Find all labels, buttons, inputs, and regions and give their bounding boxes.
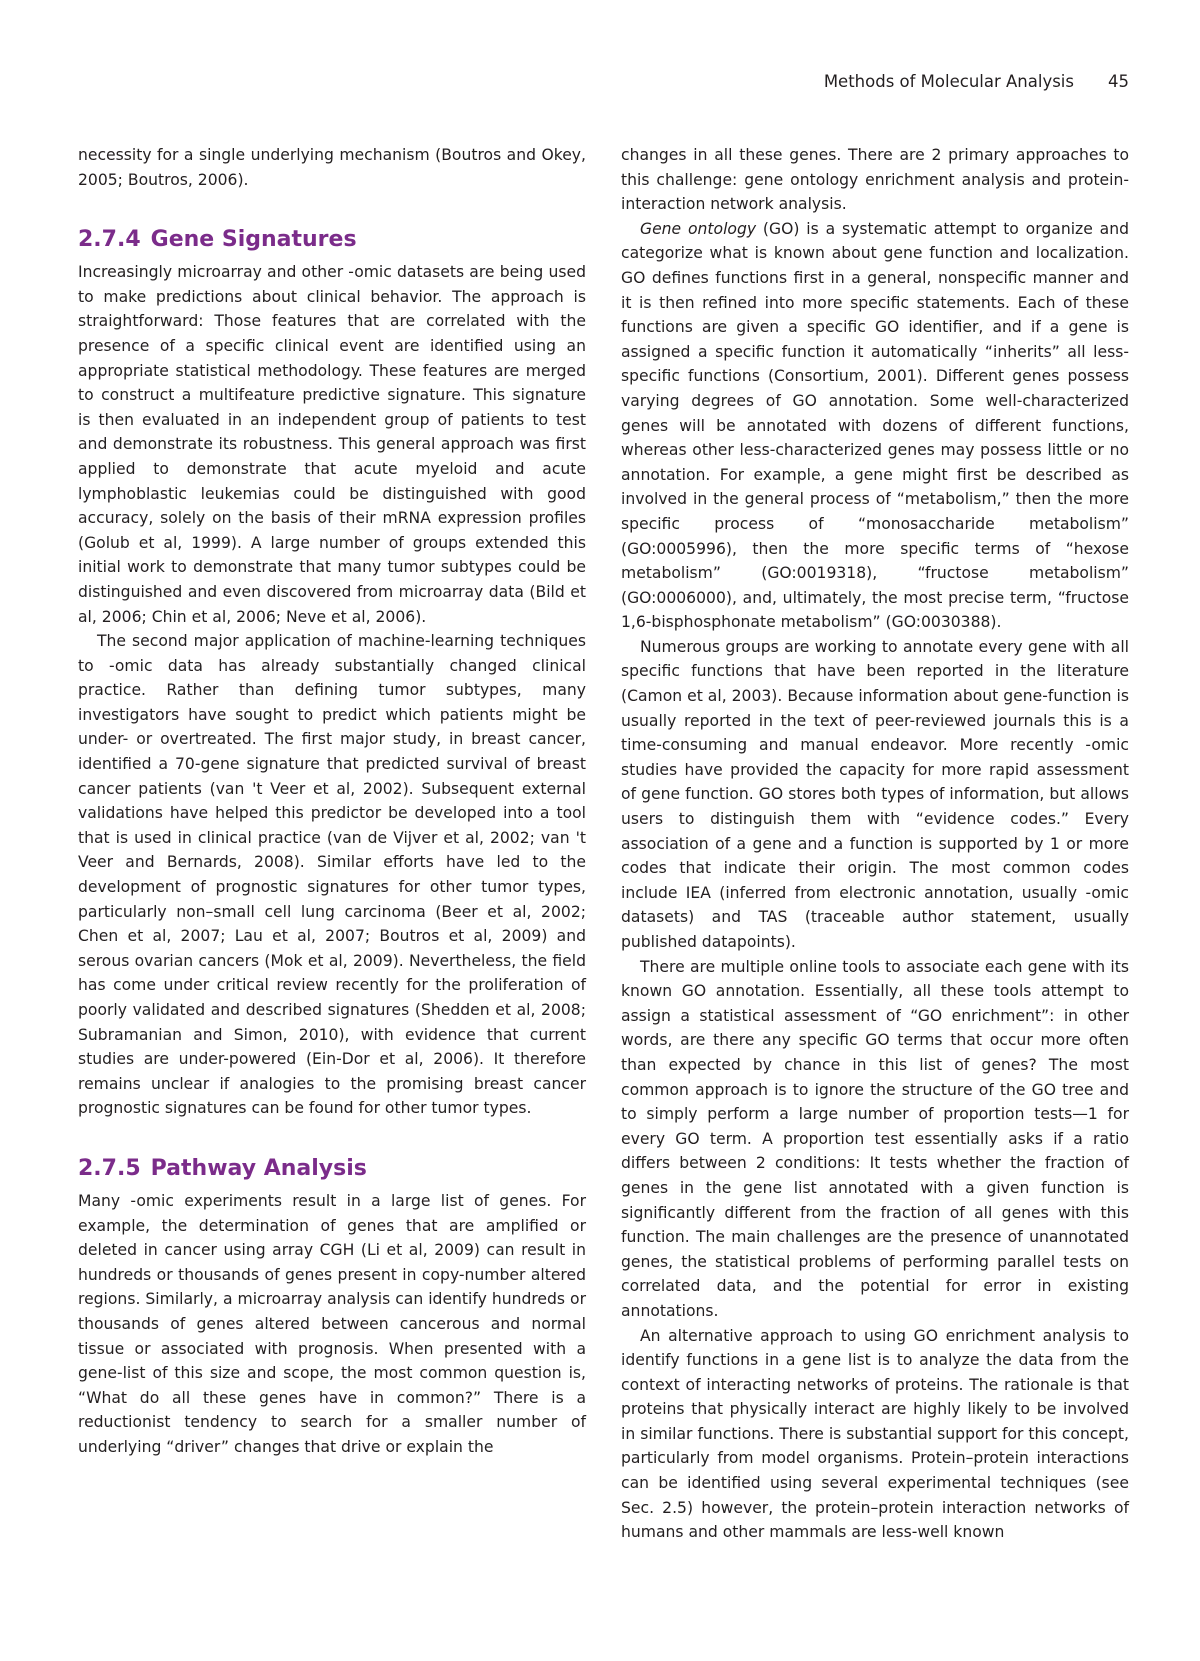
section-number: 2.7.4	[78, 227, 141, 253]
left-column	[78, 143, 586, 1460]
paragraph: Numerous groups are working to annotate every gene with all specific functions that have been reported in the literature (Camon et al, 2003). Because information about gene-function is usually reported in the text of peer-reviewed journals this is a time-consuming and manual endeavor. More recently -omic studies have provided the capacity for more rapid assessment of gene function. GO stores both types of information, but allows users to distinguish them with “evidence codes.” Every association of a gene and a function is supported by 1 or more codes that indicate their origin. The most common codes include IEA (inferred from electronic annotation, usually -omic datasets) and TAS (traceable author statement, usually published datapoints).	[621, 637, 1129, 951]
paragraph: An alternative approach to using GO enrichment analysis to identify functions in a gene list is to analyze the data from the context of interacting networks of proteins. The rationale is that proteins that physically interact are highly likely to be involved in similar functions. There is substantial support for this concept, particularly from model organisms. Protein–protein interactions can be identified using several experimental techniques (see Sec. 2.5) however, the protein–protein interaction networks of humans and other mammals are less-well known	[621, 1326, 1129, 1542]
section-heading-gene-signatures	[78, 226, 586, 254]
paragraph-continued: necessity for a single underlying mechanism (Boutros and Okey, 2005; Boutros, 2006).	[78, 146, 586, 189]
paragraph-gene-ontology	[621, 217, 1129, 635]
paragraph-continued: changes in all these genes. There are 2 primary approaches to this challenge: gene ontology enrichment analysis and protein-interaction network analysis.	[621, 146, 1129, 214]
running-title: Methods of Molecular Analysis	[823, 72, 1074, 91]
section-title: Pathway Analysis	[150, 1155, 367, 1181]
running-head	[0, 72, 1129, 91]
italic-term: Gene ontology	[640, 219, 757, 238]
section-title: Gene Signatures	[150, 227, 357, 253]
paragraph: Increasingly microarray and other -omic datasets are being used to make predictions about clinical behavior. The approach is straightforward: Those features that are correlated with the presence of a specific clinical event are identified using an appropriate statistical methodology. These features are merged to construct a multifeature predictive signature. This signature is then evaluated in an independent group of patients to test and demonstrate its robustness. This general approach was first applied to demonstrate that acute myeloid and acute lymphoblastic leukemias could be distinguished with good accuracy, solely on the basis of their mRNA expression profiles (Golub et al, 1999). A large number of groups extended this initial work to demonstrate that many tumor subtypes could be distinguished and even discovered from microarray data (Bild et al, 2006; Chin et al, 2006; Neve et al, 2006).	[78, 263, 586, 626]
section-heading-pathway-analysis	[78, 1155, 586, 1183]
section-number: 2.7.5	[78, 1155, 141, 1181]
page-number: 45	[1108, 72, 1129, 91]
paragraph: The second major application of machine-learning techniques to -omic data has already substantially changed clinical practice. Rather than defining tumor subtypes, many investigators have sought to predict which patients might be under- or overtreated. The first major study, in breast cancer, identified a 70-gene signature that predicted survival of breast cancer patients (van 't Veer et al, 2002). Subsequent external validations have helped this predictor be developed into a tool that is used in clinical practice (van de Vijver et al, 2002; van 't Veer and Bernards, 2008). Similar efforts have led to the development of prognostic signatures for other tumor types, particularly non–small cell lung carcinoma (Beer et al, 2002; Chen et al, 2007; Lau et al, 2007; Boutros et al, 2009) and serous ovarian cancers (Mok et al, 2009). Nevertheless, the field has come under critical review recently for the proliferation of poorly validated and described signatures (Shedden et al, 2008; Subramanian and Simon, 2010), with evidence that current studies are under-powered (Ein-Dor et al, 2006). It therefore remains unclear if analogies to the promising breast cancer prognostic signatures can be found for other tumor types.	[78, 632, 586, 1118]
right-column	[621, 143, 1129, 1545]
paragraph: Many -omic experiments result in a large list of genes. For example, the determination of genes that are amplified or deleted in cancer using array CGH (Li et al, 2009) can result in hundreds or thousands of genes present in copy-number altered regions. Similarly, a microarray analysis can identify hundreds or thousands of genes altered between cancerous and normal tissue or associated with prognosis. When presented with a gene-list of this size and scope, the most common question is, “What do all these genes have in common?” There is a reductionist tendency to search for a smaller number of underlying “driver” changes that drive or explain the	[78, 1191, 586, 1456]
paragraph: There are multiple online tools to associate each gene with its known GO annotation. Essentially, all these tools attempt to assign a statistical assessment of “GO enrichment”: in other words, are there any specific GO terms that occur more often than expected by chance in this list of genes? The most common approach is to ignore the structure of the GO tree and to simply perform a large number of proportion tests—1 for every GO term. A proportion test essentially asks if a ratio differs between 2 conditions: It tests whether the fraction of genes in the gene list annotated with a given function is significantly different from the fraction of all genes with this function. The main challenges are the presence of unannotated genes, the statistical problems of performing parallel tests on correlated data, and the potential for error in existing annotations.	[621, 957, 1129, 1320]
paragraph-text: (GO) is a systematic attempt to organize and categorize what is known about gene function and localization. GO defines functions first in a general, nonspecific manner and it is then refined into more specific statements. Each of these functions are given a specific GO identifier, and if a gene is assigned a specific function it automatically “inherits” all less-specific functions (Consortium, 2001). Different genes possess varying degrees of GO annotation. Some well-characterized genes will be annotated with dozens of different functions, whereas other less-characterized genes may possess little or no annotation. For example, a gene might first be described as involved in the general process of “metabolism,” then the more specific process of “monosaccharide metabolism” (GO:0005996), then the more specific terms of “hexose metabolism” (GO:0019318), “fructose metabolism” (GO:0006000), and, ultimately, the most precise term, “fructose 1,6-bisphosphonate metabolism” (GO:0030388).	[621, 219, 1129, 632]
